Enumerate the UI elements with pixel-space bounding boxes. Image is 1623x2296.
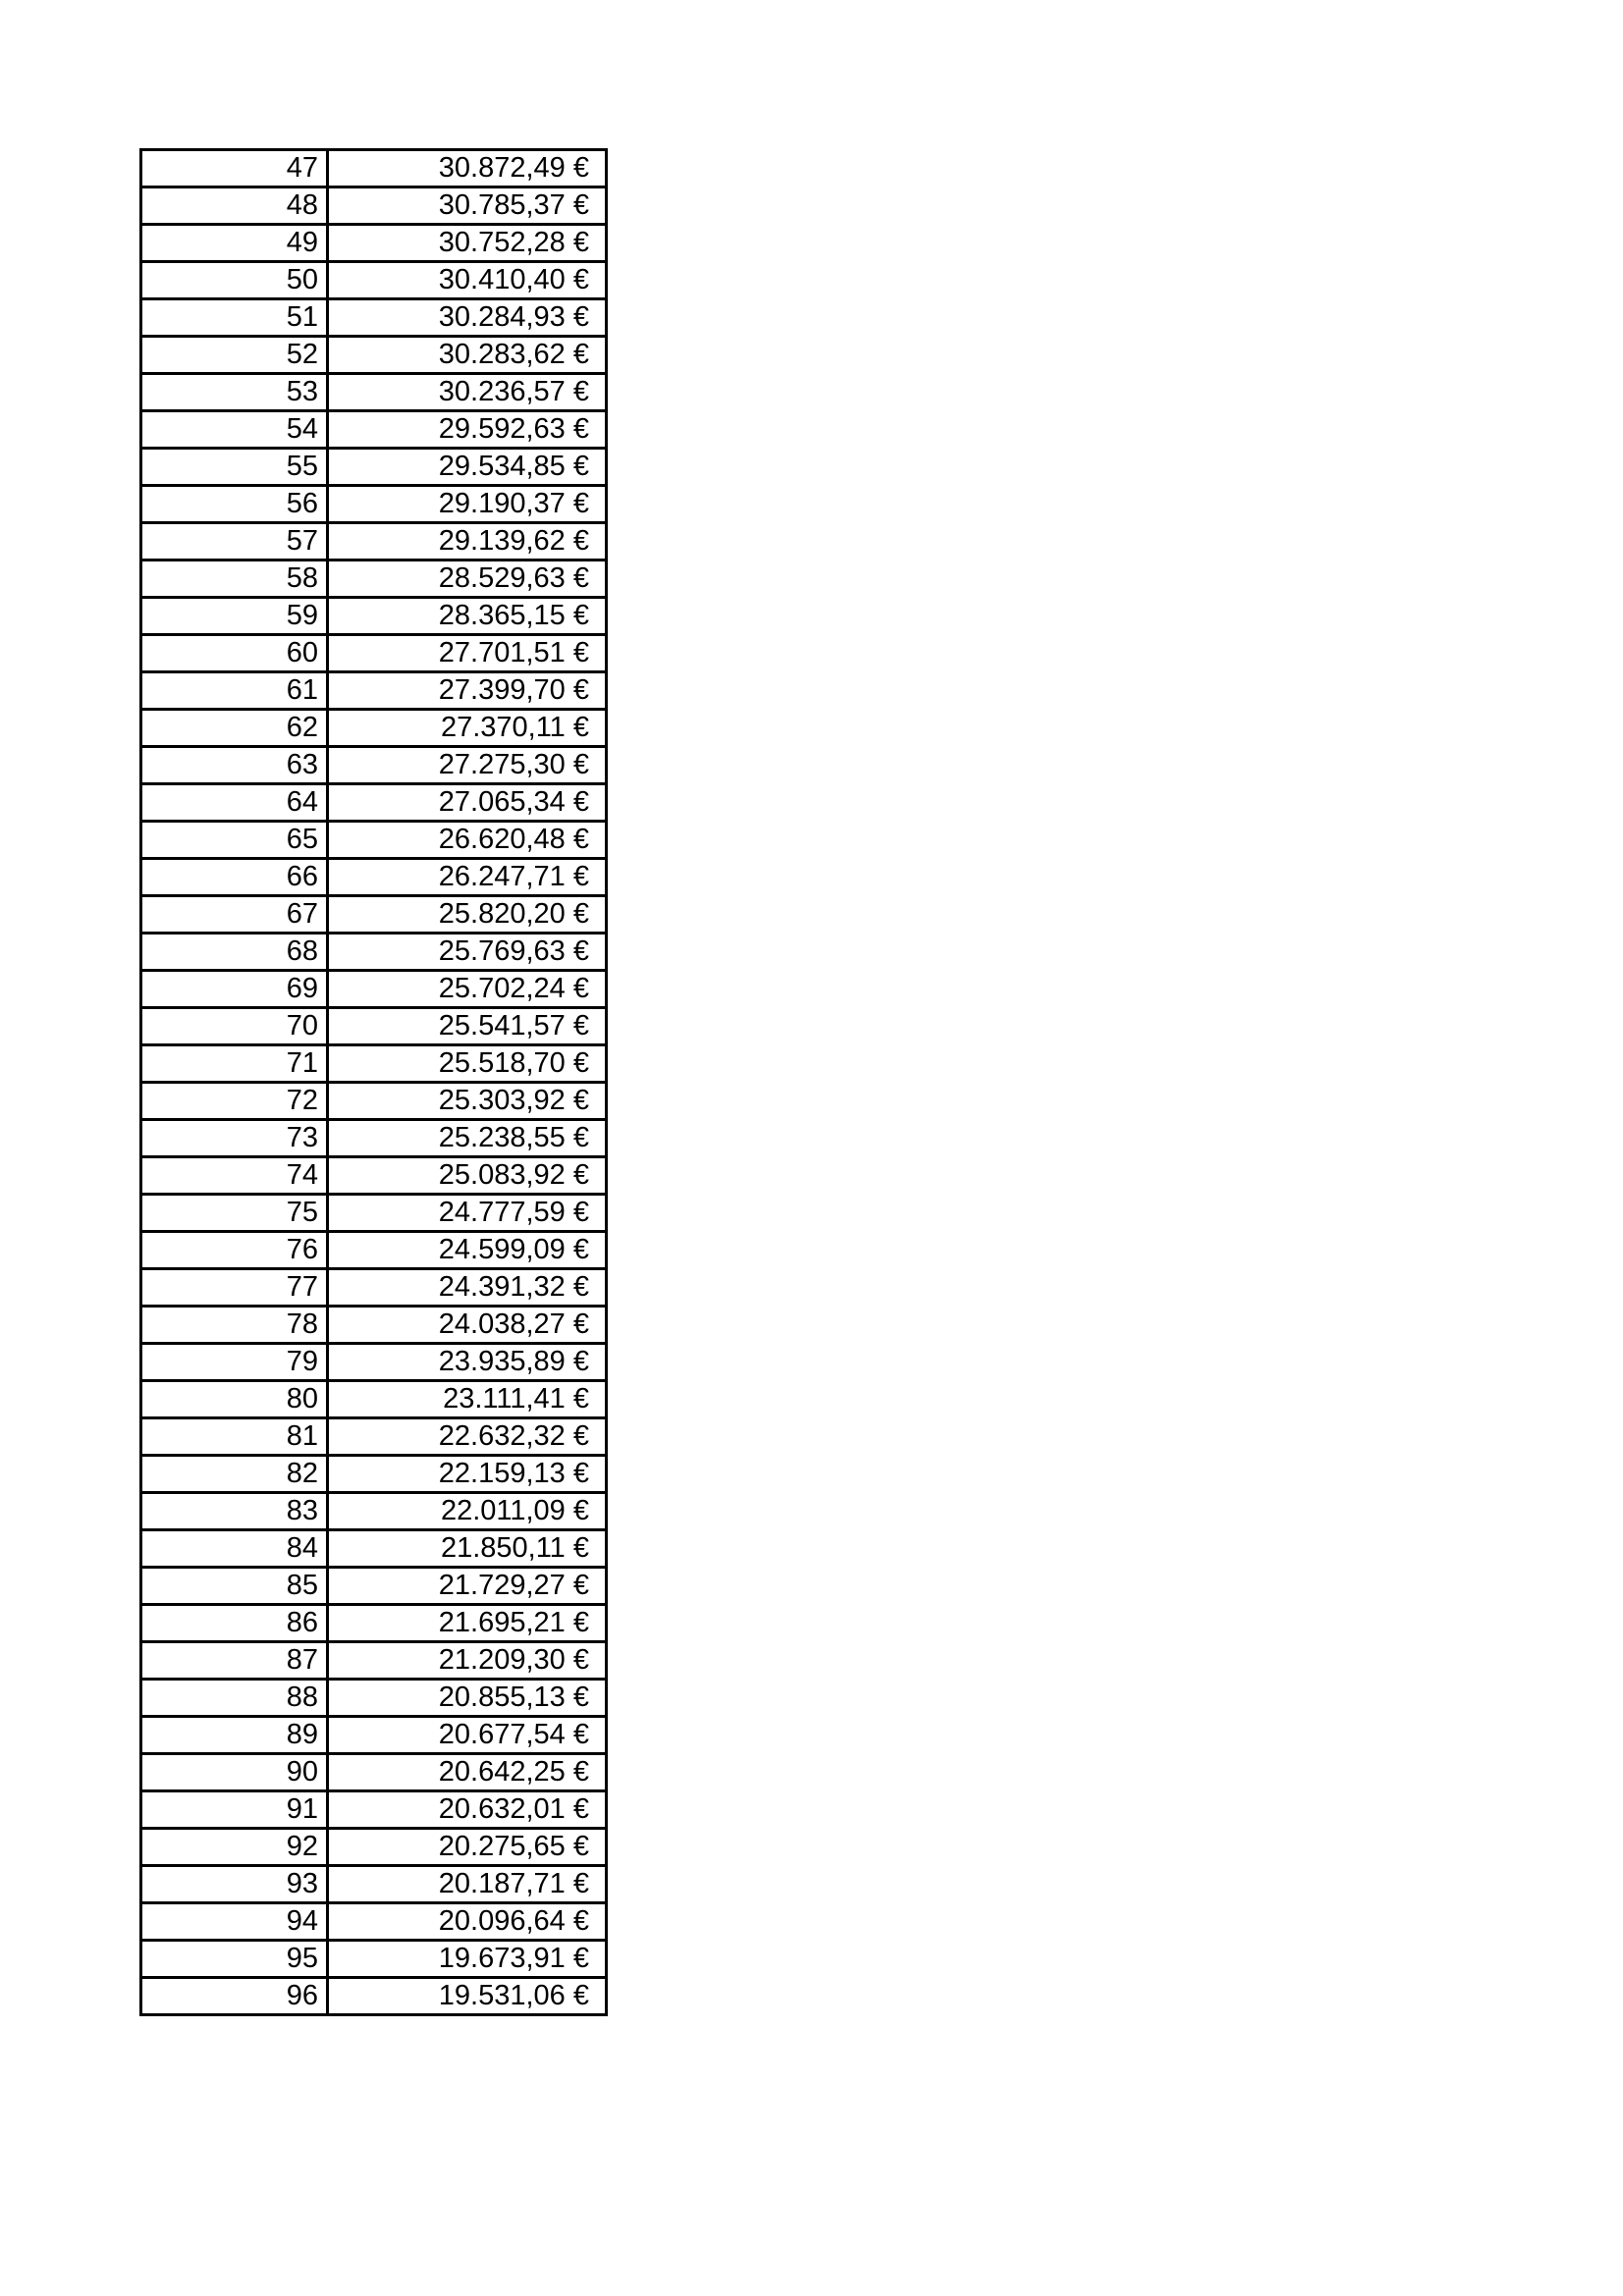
amount-cell: 20.275,65 € [328, 1829, 607, 1866]
rank-cell: 82 [141, 1456, 328, 1493]
table-row [141, 1903, 607, 1941]
amount-cell: 26.620,48 € [328, 822, 607, 859]
amount-cell: 20.187,71 € [328, 1866, 607, 1903]
rank-cell: 59 [141, 598, 328, 635]
amount-cell: 24.599,09 € [328, 1232, 607, 1269]
amount-cell: 21.209,30 € [328, 1642, 607, 1680]
table-row [141, 1680, 607, 1717]
rank-cell: 51 [141, 299, 328, 337]
table-row [141, 1717, 607, 1754]
amount-cell: 28.529,63 € [328, 561, 607, 598]
rank-cell: 79 [141, 1344, 328, 1381]
table-row [141, 262, 607, 299]
amount-cell: 25.303,92 € [328, 1083, 607, 1120]
table-row [141, 411, 607, 449]
rank-cell: 55 [141, 449, 328, 486]
table-row [141, 672, 607, 710]
table-row [141, 1157, 607, 1195]
rank-cell: 96 [141, 1978, 328, 2015]
rank-cell: 50 [141, 262, 328, 299]
table-row [141, 150, 607, 187]
amount-cell: 25.083,92 € [328, 1157, 607, 1195]
amount-cell: 20.096,64 € [328, 1903, 607, 1941]
amount-cell: 25.238,55 € [328, 1120, 607, 1157]
table-row [141, 486, 607, 523]
rank-cell: 61 [141, 672, 328, 710]
table-row [141, 1232, 607, 1269]
amount-cell: 29.534,85 € [328, 449, 607, 486]
table-row [141, 1344, 607, 1381]
amount-cell: 28.365,15 € [328, 598, 607, 635]
amount-cell: 20.632,01 € [328, 1791, 607, 1829]
table-row [141, 710, 607, 747]
rank-cell: 80 [141, 1381, 328, 1418]
amount-cell: 20.677,54 € [328, 1717, 607, 1754]
rank-cell: 74 [141, 1157, 328, 1195]
table-row [141, 1418, 607, 1456]
rank-cell: 60 [141, 635, 328, 672]
rank-cell: 73 [141, 1120, 328, 1157]
amount-cell: 22.159,13 € [328, 1456, 607, 1493]
rank-cell: 87 [141, 1642, 328, 1680]
rank-cell: 54 [141, 411, 328, 449]
amount-cell: 27.065,34 € [328, 784, 607, 822]
rank-cell: 81 [141, 1418, 328, 1456]
table-row [141, 1269, 607, 1307]
amount-cell: 20.642,25 € [328, 1754, 607, 1791]
table-row [141, 1493, 607, 1530]
table-row [141, 1307, 607, 1344]
rank-cell: 64 [141, 784, 328, 822]
amount-cell: 26.247,71 € [328, 859, 607, 896]
amount-cell: 23.935,89 € [328, 1344, 607, 1381]
table-row [141, 1642, 607, 1680]
rank-cell: 76 [141, 1232, 328, 1269]
table-row [141, 1045, 607, 1083]
amount-cell: 30.283,62 € [328, 337, 607, 374]
amount-cell: 19.673,91 € [328, 1941, 607, 1978]
rank-cell: 69 [141, 971, 328, 1008]
rank-cell: 58 [141, 561, 328, 598]
table-row [141, 859, 607, 896]
rank-cell: 48 [141, 187, 328, 225]
table-row [141, 896, 607, 934]
amount-cell: 27.701,51 € [328, 635, 607, 672]
amount-cell: 21.850,11 € [328, 1530, 607, 1568]
amount-cell: 22.011,09 € [328, 1493, 607, 1530]
rank-cell: 56 [141, 486, 328, 523]
amount-cell: 24.391,32 € [328, 1269, 607, 1307]
amount-cell: 25.541,57 € [328, 1008, 607, 1045]
amount-cell: 27.370,11 € [328, 710, 607, 747]
table-row [141, 1791, 607, 1829]
table-row [141, 1008, 607, 1045]
table-row [141, 1829, 607, 1866]
ranking-table-body [141, 150, 607, 2015]
amount-cell: 21.695,21 € [328, 1605, 607, 1642]
table-row [141, 187, 607, 225]
table-row [141, 971, 607, 1008]
amount-cell: 19.531,06 € [328, 1978, 607, 2015]
rank-cell: 66 [141, 859, 328, 896]
table-row [141, 1568, 607, 1605]
rank-cell: 65 [141, 822, 328, 859]
amount-cell: 30.872,49 € [328, 150, 607, 187]
rank-cell: 77 [141, 1269, 328, 1307]
rank-cell: 78 [141, 1307, 328, 1344]
table-row [141, 1530, 607, 1568]
table-row [141, 635, 607, 672]
rank-cell: 89 [141, 1717, 328, 1754]
amount-cell: 25.702,24 € [328, 971, 607, 1008]
table-row [141, 561, 607, 598]
ranking-table [139, 148, 608, 2016]
amount-cell: 25.820,20 € [328, 896, 607, 934]
rank-cell: 94 [141, 1903, 328, 1941]
amount-cell: 25.769,63 € [328, 934, 607, 971]
amount-cell: 30.410,40 € [328, 262, 607, 299]
table-row [141, 598, 607, 635]
rank-cell: 67 [141, 896, 328, 934]
rank-cell: 85 [141, 1568, 328, 1605]
rank-cell: 68 [141, 934, 328, 971]
amount-cell: 24.777,59 € [328, 1195, 607, 1232]
table-row [141, 374, 607, 411]
table-row [141, 523, 607, 561]
table-row [141, 784, 607, 822]
amount-cell: 29.592,63 € [328, 411, 607, 449]
amount-cell: 30.236,57 € [328, 374, 607, 411]
amount-cell: 30.284,93 € [328, 299, 607, 337]
rank-cell: 92 [141, 1829, 328, 1866]
table-row [141, 1754, 607, 1791]
rank-cell: 90 [141, 1754, 328, 1791]
amount-cell: 24.038,27 € [328, 1307, 607, 1344]
table-row [141, 1195, 607, 1232]
amount-cell: 23.111,41 € [328, 1381, 607, 1418]
rank-cell: 71 [141, 1045, 328, 1083]
rank-cell: 93 [141, 1866, 328, 1903]
amount-cell: 27.275,30 € [328, 747, 607, 784]
rank-cell: 57 [141, 523, 328, 561]
amount-cell: 27.399,70 € [328, 672, 607, 710]
table-row [141, 1456, 607, 1493]
amount-cell: 21.729,27 € [328, 1568, 607, 1605]
rank-cell: 72 [141, 1083, 328, 1120]
rank-cell: 47 [141, 150, 328, 187]
table-row [141, 225, 607, 262]
rank-cell: 91 [141, 1791, 328, 1829]
rank-cell: 70 [141, 1008, 328, 1045]
amount-cell: 29.139,62 € [328, 523, 607, 561]
rank-cell: 52 [141, 337, 328, 374]
table-row [141, 1605, 607, 1642]
rank-cell: 62 [141, 710, 328, 747]
rank-cell: 86 [141, 1605, 328, 1642]
table-row [141, 337, 607, 374]
table-row [141, 1381, 607, 1418]
amount-cell: 30.752,28 € [328, 225, 607, 262]
table-row [141, 1120, 607, 1157]
amount-cell: 25.518,70 € [328, 1045, 607, 1083]
table-row [141, 1978, 607, 2015]
rank-cell: 88 [141, 1680, 328, 1717]
rank-cell: 49 [141, 225, 328, 262]
table-row [141, 747, 607, 784]
rank-cell: 95 [141, 1941, 328, 1978]
amount-cell: 22.632,32 € [328, 1418, 607, 1456]
rank-cell: 63 [141, 747, 328, 784]
rank-cell: 83 [141, 1493, 328, 1530]
table-row [141, 1941, 607, 1978]
table-row [141, 299, 607, 337]
table-row [141, 449, 607, 486]
table-row [141, 1866, 607, 1903]
rank-cell: 75 [141, 1195, 328, 1232]
table-row [141, 1083, 607, 1120]
rank-cell: 84 [141, 1530, 328, 1568]
amount-cell: 20.855,13 € [328, 1680, 607, 1717]
amount-cell: 29.190,37 € [328, 486, 607, 523]
table-row [141, 934, 607, 971]
amount-cell: 30.785,37 € [328, 187, 607, 225]
table-row [141, 822, 607, 859]
rank-cell: 53 [141, 374, 328, 411]
